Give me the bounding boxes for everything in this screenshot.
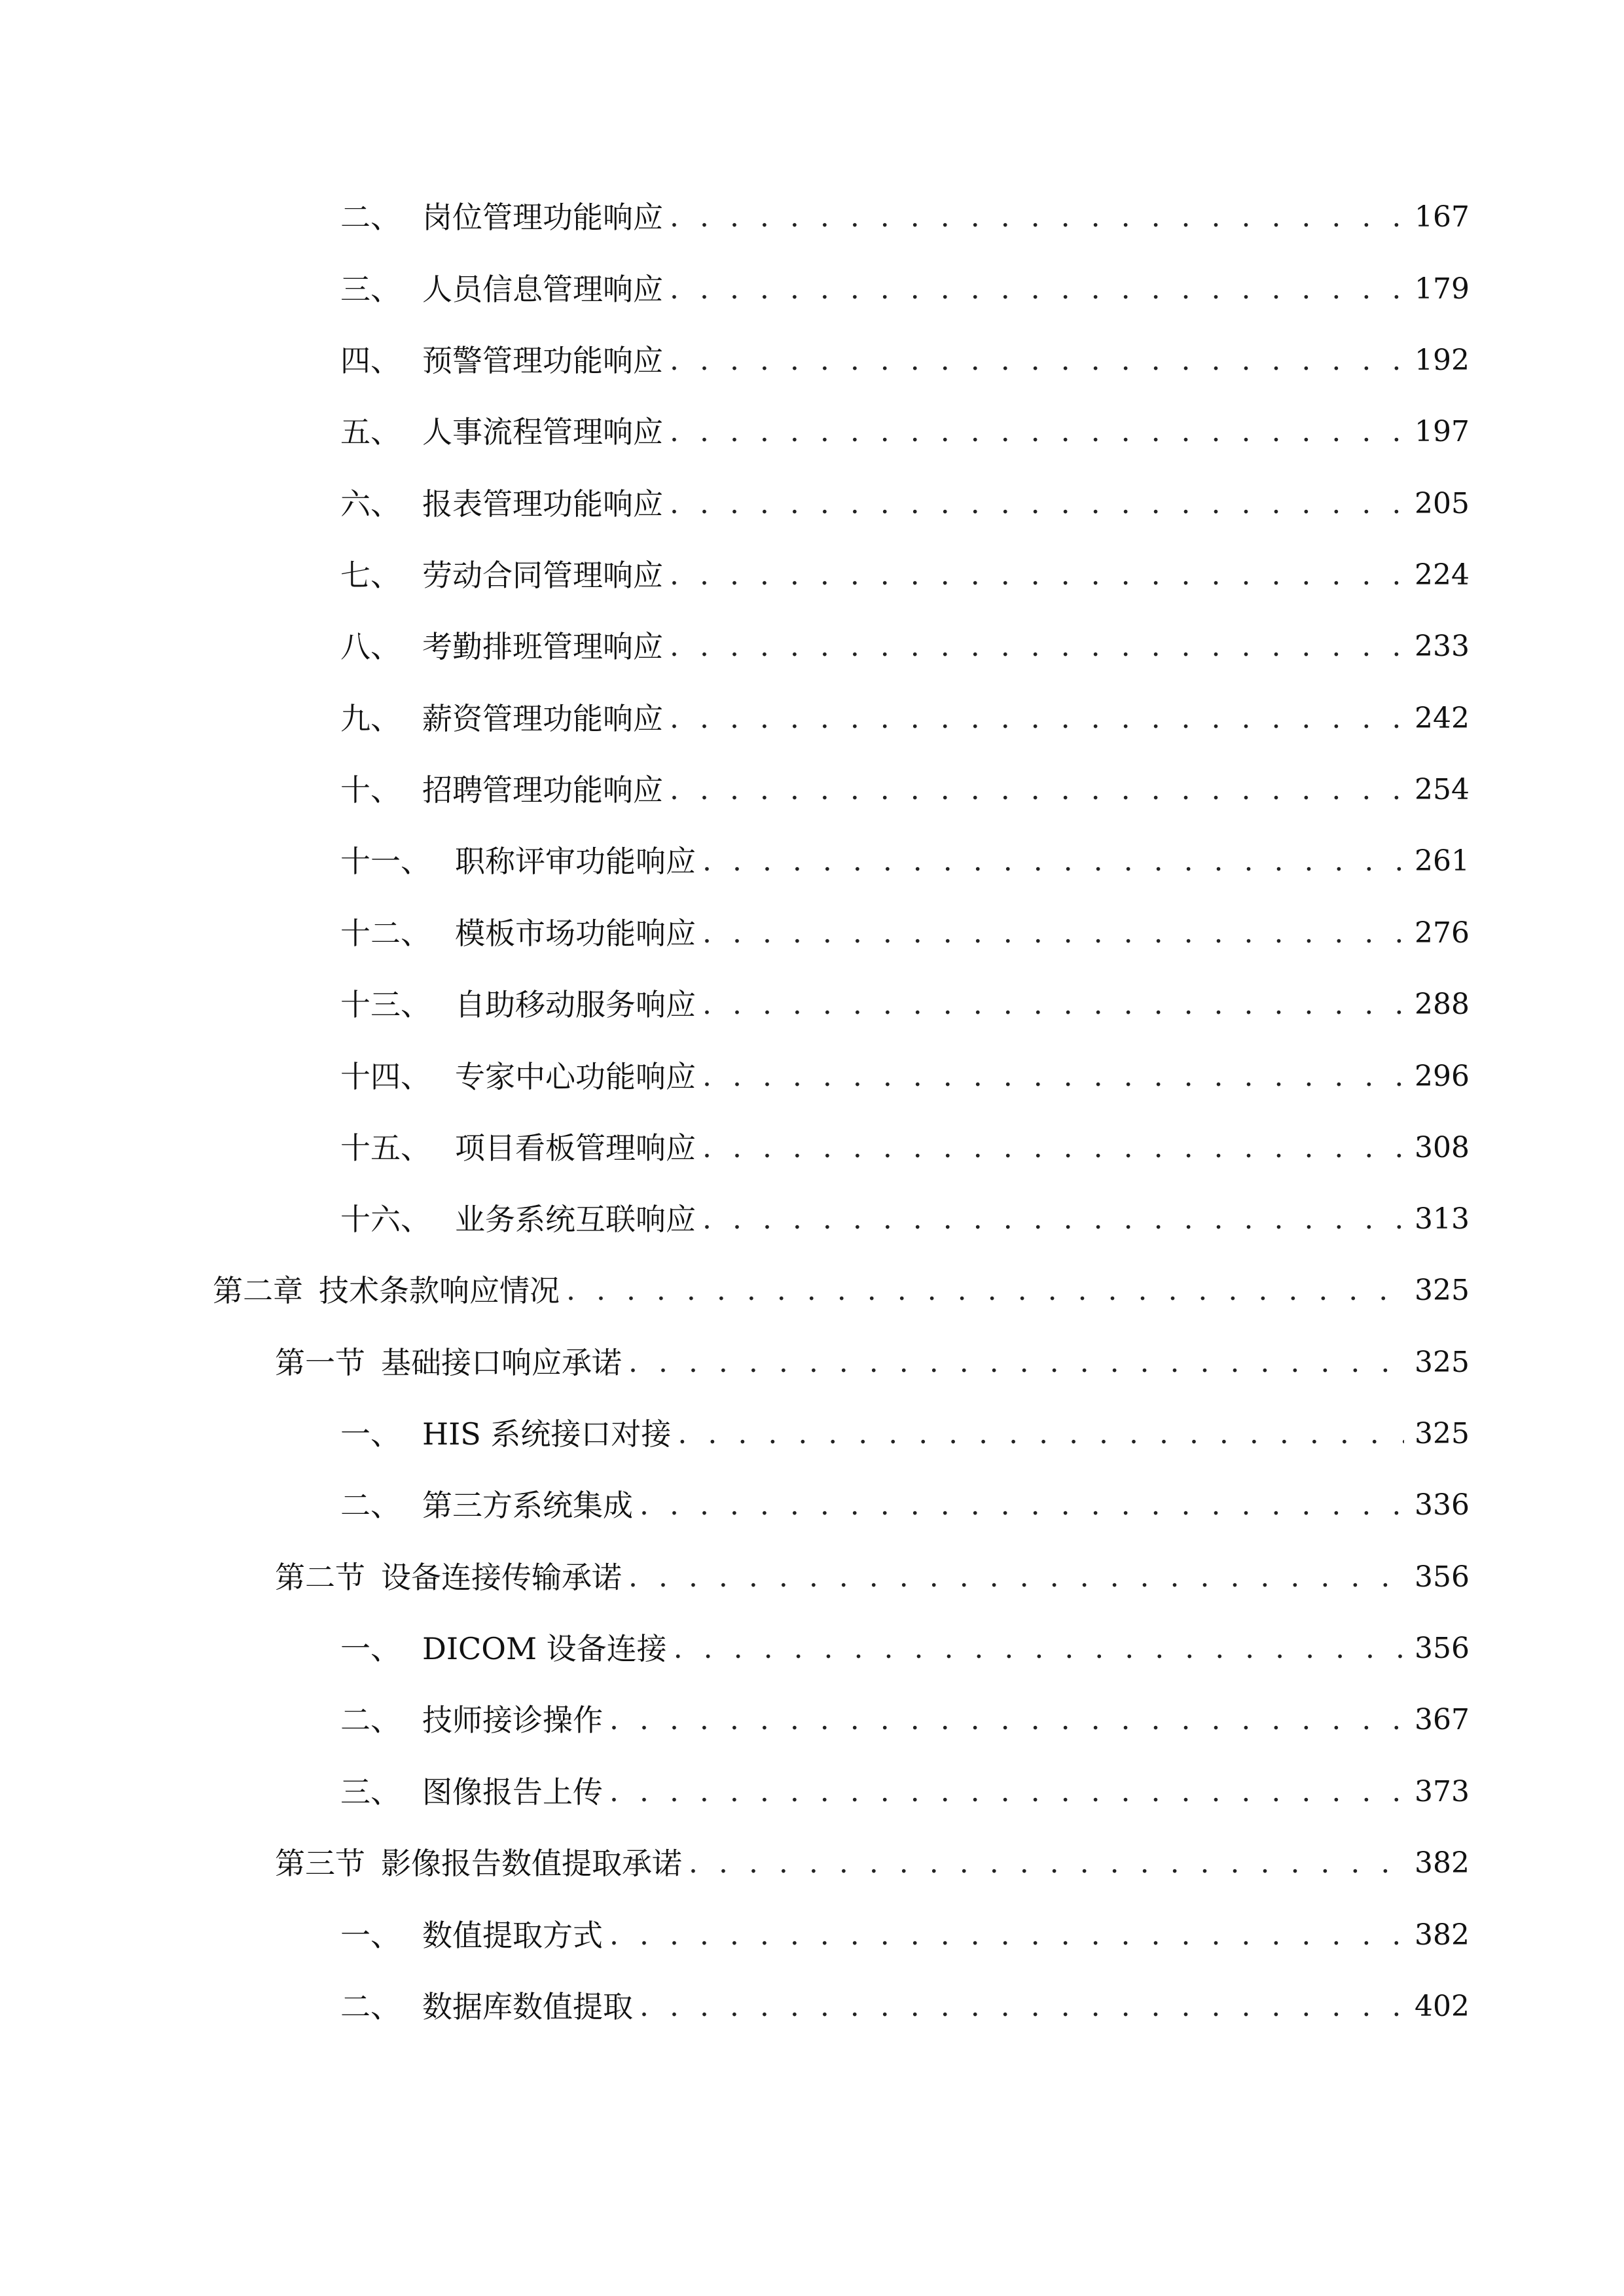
- dot-leader: [696, 835, 1404, 888]
- toc-entry-title: 劳动合同管理响应: [422, 558, 663, 593]
- toc-entry-page: 325: [1415, 1346, 1470, 1379]
- toc-entry-number: 四、: [340, 343, 401, 378]
- toc-entry-title: 专家中心功能响应: [455, 1059, 696, 1094]
- toc-entry-page: 382: [1415, 1918, 1470, 1952]
- toc-entry-title: 人员信息管理响应: [422, 272, 663, 307]
- toc-entry-number: 十五、: [340, 1130, 431, 1166]
- toc-entry-page: 167: [1415, 200, 1470, 234]
- dot-leader: [663, 406, 1404, 458]
- toc-entry-number: 第二节: [275, 1560, 365, 1595]
- dot-leader: [663, 692, 1404, 745]
- dot-leader: [663, 191, 1404, 243]
- toc-entry-title: 技师接诊操作: [422, 1702, 603, 1738]
- toc-entry-title: 设备连接传输承诺: [381, 1560, 622, 1595]
- toc-entry-number: 二、: [340, 1702, 401, 1738]
- toc-entry-page: 233: [1415, 630, 1470, 663]
- dot-leader: [667, 1623, 1404, 1675]
- toc-entry-title: 自助移动服务响应: [455, 987, 696, 1022]
- toc-entry[interactable]: [340, 978, 1470, 1031]
- toc-entry-title: 数值提取方式: [422, 1918, 603, 1953]
- toc-entry-page: 197: [1415, 415, 1470, 448]
- toc-entry[interactable]: [340, 478, 1470, 530]
- toc-entry-page: 296: [1415, 1060, 1470, 1093]
- toc-entry-title: 模板市场功能响应: [455, 916, 696, 951]
- dot-leader: [663, 263, 1404, 315]
- toc-entry-page: 276: [1415, 916, 1470, 950]
- toc-entry-number: 三、: [340, 272, 401, 307]
- dot-leader: [603, 1909, 1404, 1962]
- dot-leader: [663, 334, 1404, 387]
- toc-entry-page: 192: [1415, 344, 1470, 377]
- toc-entry[interactable]: [340, 620, 1470, 673]
- toc-section-entry[interactable]: [275, 1551, 1470, 1604]
- toc-entry-page: 308: [1415, 1131, 1470, 1164]
- toc-entry-title: 影像报告数值提取承诺: [381, 1846, 682, 1881]
- dot-leader: [622, 1551, 1404, 1604]
- toc-entry[interactable]: [340, 549, 1470, 601]
- toc-entry-number: 第一节: [275, 1345, 365, 1380]
- toc-entry-title: 报表管理功能响应: [422, 486, 663, 522]
- dot-leader: [682, 1837, 1404, 1890]
- toc-entry-page: 402: [1415, 1990, 1470, 2023]
- toc-entry[interactable]: [340, 1766, 1470, 1818]
- toc-entry-page: 367: [1415, 1703, 1470, 1736]
- toc-entry-page: 254: [1415, 773, 1470, 806]
- toc-entry-title: 基础接口响应承诺: [381, 1345, 622, 1380]
- toc-entry-title: 图像报告上传: [422, 1774, 603, 1810]
- toc-entry-page: 356: [1415, 1560, 1470, 1594]
- dot-leader: [671, 1408, 1404, 1460]
- toc-entry-number: 六、: [340, 486, 401, 522]
- toc-entry-page: 242: [1415, 702, 1470, 735]
- dot-leader: [622, 1336, 1404, 1389]
- toc-entry-number: 二、: [340, 1989, 401, 2024]
- dot-leader: [663, 764, 1404, 816]
- toc-entry-page: 325: [1415, 1274, 1470, 1307]
- toc-entry[interactable]: [340, 1623, 1470, 1675]
- toc-entry-number: 十一、: [340, 844, 431, 879]
- toc-entry[interactable]: [340, 692, 1470, 745]
- dot-leader: [696, 1050, 1404, 1103]
- toc-entry-number: 十六、: [340, 1202, 431, 1237]
- dot-leader: [560, 1265, 1404, 1317]
- toc-entry[interactable]: [340, 907, 1470, 960]
- toc-entry[interactable]: [340, 1408, 1470, 1460]
- dot-leader: [633, 1479, 1404, 1532]
- toc-entry-title: 岗位管理功能响应: [422, 200, 663, 235]
- dot-leader: [696, 978, 1404, 1031]
- toc-section-entry[interactable]: [275, 1336, 1470, 1389]
- toc-entry[interactable]: [340, 1981, 1470, 2033]
- toc-entry[interactable]: [340, 1479, 1470, 1532]
- toc-entry-title: DICOM 设备连接: [422, 1631, 667, 1666]
- toc-entry[interactable]: [340, 1122, 1470, 1174]
- toc-entry-page: 313: [1415, 1202, 1470, 1236]
- toc-entry-title: 数据库数值提取: [422, 1989, 633, 2024]
- toc-entry-number: 一、: [340, 1631, 401, 1666]
- toc-entry-title: 预警管理功能响应: [422, 343, 663, 378]
- toc-chapter-entry[interactable]: [213, 1265, 1470, 1317]
- dot-leader: [603, 1766, 1404, 1818]
- toc-entry-page: 179: [1415, 272, 1470, 306]
- toc-entry-page: 288: [1415, 988, 1470, 1021]
- toc-entry[interactable]: [340, 1694, 1470, 1746]
- toc-entry-number: 二、: [340, 200, 401, 235]
- toc-entry-title: 招聘管理功能响应: [422, 772, 663, 808]
- toc-entry-title: 职称评审功能响应: [455, 844, 696, 879]
- toc-entry-page: 356: [1415, 1632, 1470, 1665]
- toc-entry[interactable]: [340, 1193, 1470, 1246]
- toc-entry-page: 382: [1415, 1846, 1470, 1880]
- toc-entry-number: 十三、: [340, 987, 431, 1022]
- toc-entry-page: 336: [1415, 1488, 1470, 1522]
- dot-leader: [603, 1694, 1404, 1746]
- dot-leader: [696, 907, 1404, 960]
- toc-entry-number: 五、: [340, 414, 401, 450]
- toc-entry-title: HIS 系统接口对接: [422, 1416, 672, 1452]
- toc-entry-page: 261: [1415, 844, 1470, 878]
- toc-entry[interactable]: [340, 406, 1470, 458]
- toc-entry[interactable]: [340, 1909, 1470, 1962]
- toc-entry-number: 十二、: [340, 916, 431, 951]
- dot-leader: [696, 1193, 1404, 1246]
- toc-section-entry[interactable]: [275, 1837, 1470, 1890]
- dot-leader: [633, 1981, 1404, 2033]
- dot-leader: [663, 478, 1404, 530]
- toc-entry-number: 二、: [340, 1488, 401, 1523]
- toc-entry-title: 考勤排班管理响应: [422, 629, 663, 664]
- toc-entry-number: 七、: [340, 558, 401, 593]
- toc-entry-number: 第三节: [275, 1846, 365, 1881]
- toc-entry-page: 205: [1415, 487, 1470, 520]
- dot-leader: [663, 549, 1404, 601]
- toc-entry[interactable]: [340, 334, 1470, 387]
- toc-entry[interactable]: [340, 835, 1470, 888]
- toc-entry-title: 业务系统互联响应: [455, 1202, 696, 1237]
- toc-entry-title: 薪资管理功能响应: [422, 701, 663, 736]
- toc-entry-number: 三、: [340, 1774, 401, 1810]
- toc-entry-title: 技术条款响应情况: [319, 1273, 560, 1308]
- toc-entry[interactable]: [340, 191, 1470, 243]
- toc-entry-number: 十四、: [340, 1059, 431, 1094]
- toc-entry-title: 项目看板管理响应: [455, 1130, 696, 1166]
- toc-entry-page: 373: [1415, 1775, 1470, 1808]
- dot-leader: [663, 620, 1404, 673]
- dot-leader: [696, 1122, 1404, 1174]
- toc-entry-number: 一、: [340, 1416, 401, 1452]
- toc-entry[interactable]: [340, 263, 1470, 315]
- toc-entry-title: 人事流程管理响应: [422, 414, 663, 450]
- toc-entry-page: 224: [1415, 558, 1470, 592]
- toc-entry-number: 一、: [340, 1918, 401, 1953]
- toc-entry[interactable]: [340, 764, 1470, 816]
- toc-entry-number: 九、: [340, 701, 401, 736]
- toc-entry[interactable]: [340, 1050, 1470, 1103]
- toc-entry-number: 第二章: [213, 1273, 303, 1308]
- toc-entry-title: 第三方系统集成: [422, 1488, 633, 1523]
- toc-entry-number: 十、: [340, 772, 401, 808]
- toc-entry-number: 八、: [340, 629, 401, 664]
- toc-entry-page: 325: [1415, 1417, 1470, 1450]
